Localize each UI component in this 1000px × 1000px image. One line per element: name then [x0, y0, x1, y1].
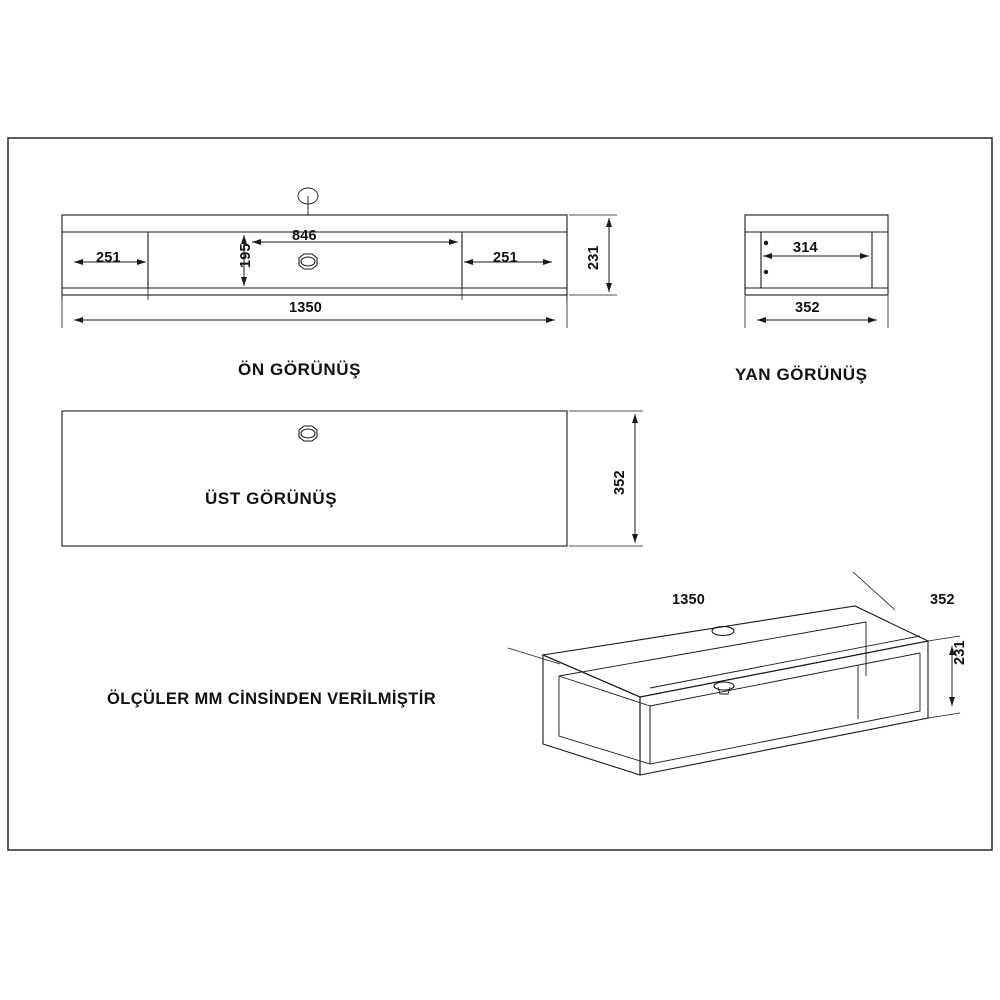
- front-dim-middle-width: 846: [292, 228, 317, 244]
- front-dim-right-section: 251: [493, 250, 518, 266]
- iso-dim-depth: 352: [930, 592, 955, 608]
- side-dim-inner-depth: 314: [793, 240, 818, 256]
- front-view-title: ÖN GÖRÜNÜŞ: [238, 360, 362, 379]
- front-dim-total-height: 231: [586, 245, 602, 270]
- front-dim-middle-height: 195: [238, 243, 254, 268]
- top-view-geometry: [62, 411, 567, 546]
- top-view-dimensions: [569, 411, 643, 546]
- isometric-view-geometry: [508, 572, 960, 775]
- iso-dim-height: 231: [952, 640, 968, 665]
- units-note: ÖLÇÜLER MM CİNSİNDEN VERİLMİŞTİR: [107, 690, 437, 708]
- side-view-dimensions: [745, 253, 888, 328]
- front-dim-left-section: 251: [96, 250, 121, 266]
- top-view-title: ÜST GÖRÜNÜŞ: [205, 489, 338, 508]
- iso-dim-width: 1350: [672, 592, 706, 608]
- sheet-border: [8, 138, 992, 850]
- side-view-title: YAN GÖRÜNÜŞ: [735, 365, 868, 384]
- front-dim-total-width: 1350: [289, 300, 323, 316]
- side-dim-total-depth: 352: [795, 300, 820, 316]
- top-dim-depth: 352: [612, 470, 628, 495]
